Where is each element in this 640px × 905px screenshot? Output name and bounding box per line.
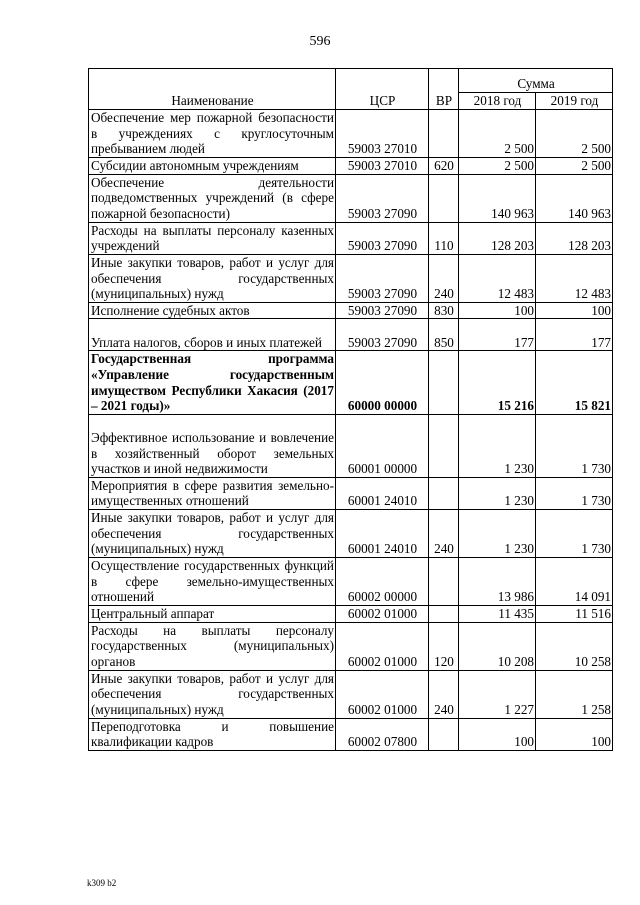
row-sum-2018: 177 bbox=[459, 319, 536, 351]
row-sum-2018: 13 986 bbox=[459, 557, 536, 605]
row-sum-2019: 14 091 bbox=[536, 557, 613, 605]
row-name: Иные закупки товаров, работ и услуг для обеспечения государственных (муниципальных) нужд bbox=[89, 254, 336, 302]
header-sum: Сумма bbox=[459, 69, 613, 93]
row-name: Расходы на выплаты персоналу казенных учреждений bbox=[89, 222, 336, 254]
row-sum-2019: 2 500 bbox=[536, 158, 613, 175]
row-csr: 60001 24010 bbox=[336, 509, 429, 557]
row-vr: 110 bbox=[429, 222, 459, 254]
row-sum-2018: 1 230 bbox=[459, 477, 536, 509]
row-sum-2019: 140 963 bbox=[536, 174, 613, 222]
table-row bbox=[89, 622, 613, 670]
row-csr: 59003 27090 bbox=[336, 254, 429, 302]
row-csr: 60002 01000 bbox=[336, 622, 429, 670]
table-row bbox=[89, 254, 613, 302]
row-csr: 60000 00000 bbox=[336, 351, 429, 414]
row-csr: 60002 01000 bbox=[336, 605, 429, 622]
row-csr: 60002 00000 bbox=[336, 557, 429, 605]
row-sum-2018: 2 500 bbox=[459, 110, 536, 158]
row-name: Эффективное использование и вовлечение в хозяйственный оборот земельных участков и иной недвижимости bbox=[89, 414, 336, 477]
row-sum-2019: 12 483 bbox=[536, 254, 613, 302]
table-row bbox=[89, 414, 613, 477]
row-csr: 59003 27090 bbox=[336, 222, 429, 254]
row-sum-2019: 128 203 bbox=[536, 222, 613, 254]
row-csr: 59003 27010 bbox=[336, 110, 429, 158]
header-row bbox=[89, 69, 613, 93]
row-name: Иные закупки товаров, работ и услуг для обеспечения государственных (муниципальных) нужд bbox=[89, 670, 336, 718]
row-sum-2018: 1 230 bbox=[459, 414, 536, 477]
row-name: Исполнение судебных актов bbox=[89, 302, 336, 319]
row-name: Расходы на выплаты персоналу государственных (муниципальных) органов bbox=[89, 622, 336, 670]
table-row bbox=[89, 222, 613, 254]
row-sum-2019: 177 bbox=[536, 319, 613, 351]
row-vr: 240 bbox=[429, 670, 459, 718]
table-row bbox=[89, 110, 613, 158]
row-csr: 59003 27090 bbox=[336, 302, 429, 319]
page-number: 596 bbox=[309, 34, 331, 49]
row-name: Субсидии автономным учреждениям bbox=[89, 158, 336, 175]
row-vr bbox=[429, 557, 459, 605]
row-vr bbox=[429, 174, 459, 222]
row-sum-2018: 15 216 bbox=[459, 351, 536, 414]
row-sum-2018: 1 230 bbox=[459, 509, 536, 557]
table-row bbox=[89, 158, 613, 175]
row-vr bbox=[429, 414, 459, 477]
row-csr: 59003 27090 bbox=[336, 319, 429, 351]
row-sum-2018: 11 435 bbox=[459, 605, 536, 622]
row-name: Переподготовка и повышение квалификации кадров bbox=[89, 718, 336, 750]
row-sum-2018: 2 500 bbox=[459, 158, 536, 175]
row-sum-2018: 140 963 bbox=[459, 174, 536, 222]
row-sum-2019: 1 730 bbox=[536, 414, 613, 477]
row-sum-2019: 100 bbox=[536, 302, 613, 319]
row-vr bbox=[429, 351, 459, 414]
row-csr: 60001 24010 bbox=[336, 477, 429, 509]
footer-code: k309 b2 bbox=[87, 878, 117, 888]
header-csr: ЦСР bbox=[336, 69, 429, 110]
table-row bbox=[89, 477, 613, 509]
table-row bbox=[89, 718, 613, 750]
row-vr: 240 bbox=[429, 509, 459, 557]
row-sum-2018: 1 227 bbox=[459, 670, 536, 718]
row-sum-2019: 11 516 bbox=[536, 605, 613, 622]
table-row bbox=[89, 605, 613, 622]
row-name: Осуществление государственных функций в сфере земельно-имущественных отношений bbox=[89, 557, 336, 605]
budget-table bbox=[88, 68, 613, 751]
row-sum-2018: 10 208 bbox=[459, 622, 536, 670]
row-vr: 850 bbox=[429, 319, 459, 351]
row-name: Уплата налогов, сборов и иных платежей bbox=[89, 319, 336, 351]
header-vr: ВР bbox=[429, 69, 459, 110]
row-csr: 59003 27010 bbox=[336, 158, 429, 175]
row-vr bbox=[429, 605, 459, 622]
table-row bbox=[89, 509, 613, 557]
row-sum-2018: 100 bbox=[459, 718, 536, 750]
row-sum-2018: 100 bbox=[459, 302, 536, 319]
row-vr bbox=[429, 477, 459, 509]
row-vr bbox=[429, 110, 459, 158]
row-sum-2019: 1 730 bbox=[536, 509, 613, 557]
row-sum-2019: 100 bbox=[536, 718, 613, 750]
row-sum-2019: 15 821 bbox=[536, 351, 613, 414]
row-name: Мероприятия в сфере развития земельно-имущественных отношений bbox=[89, 477, 336, 509]
row-name: Центральный аппарат bbox=[89, 605, 336, 622]
row-vr: 830 bbox=[429, 302, 459, 319]
row-csr: 59003 27090 bbox=[336, 174, 429, 222]
row-csr: 60001 00000 bbox=[336, 414, 429, 477]
table-row bbox=[89, 557, 613, 605]
table-row bbox=[89, 174, 613, 222]
row-vr: 240 bbox=[429, 254, 459, 302]
row-name: Государственная программа «Управление государственным имуществом Республики Хакасия (2017 – 2021 годы)» bbox=[89, 351, 336, 414]
table-row bbox=[89, 351, 613, 414]
row-sum-2019: 2 500 bbox=[536, 110, 613, 158]
row-sum-2019: 1 258 bbox=[536, 670, 613, 718]
row-vr bbox=[429, 718, 459, 750]
table-row bbox=[89, 670, 613, 718]
row-vr: 120 bbox=[429, 622, 459, 670]
row-name: Обеспечение деятельности подведомственных учреждений (в сфере пожарной безопасности) bbox=[89, 174, 336, 222]
header-year-2018: 2018 год bbox=[459, 93, 536, 110]
row-csr: 60002 07800 bbox=[336, 718, 429, 750]
row-sum-2018: 128 203 bbox=[459, 222, 536, 254]
table-row bbox=[89, 319, 613, 351]
row-name: Обеспечение мер пожарной безопасности в учреждениях с круглосуточным пребыванием людей bbox=[89, 110, 336, 158]
row-sum-2018: 12 483 bbox=[459, 254, 536, 302]
header-year-2019: 2019 год bbox=[536, 93, 613, 110]
row-csr: 60002 01000 bbox=[336, 670, 429, 718]
row-sum-2019: 1 730 bbox=[536, 477, 613, 509]
table-row bbox=[89, 302, 613, 319]
header-name: Наименование bbox=[89, 69, 336, 110]
row-name: Иные закупки товаров, работ и услуг для обеспечения государственных (муниципальных) нужд bbox=[89, 509, 336, 557]
row-vr: 620 bbox=[429, 158, 459, 175]
row-sum-2019: 10 258 bbox=[536, 622, 613, 670]
